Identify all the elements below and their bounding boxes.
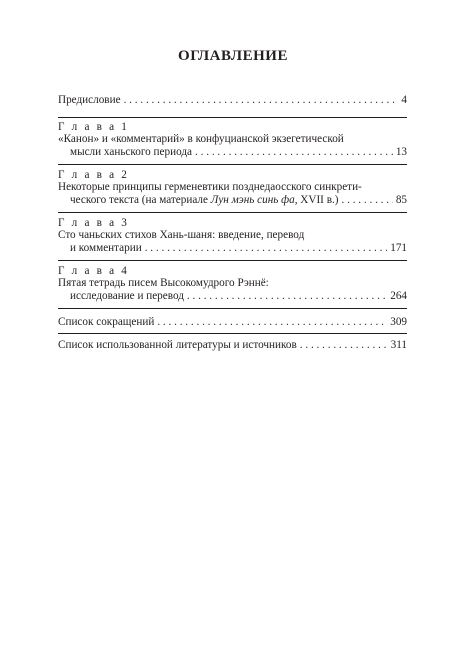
entry-page-number: 85 bbox=[395, 194, 407, 206]
entry-page-number: 171 bbox=[390, 242, 407, 254]
chapter-4-title-line-1[interactable]: Пятая тетрадь писем Высокомудрого Рэннё: bbox=[58, 277, 269, 289]
divider bbox=[58, 117, 407, 118]
toc-entry-chapter-2[interactable] bbox=[70, 194, 407, 207]
entry-page-number: 4 bbox=[401, 94, 407, 106]
entry-label: исследование и перевод bbox=[70, 290, 184, 302]
leader-dots bbox=[157, 316, 387, 329]
divider bbox=[58, 164, 407, 165]
entry-label: мысли ханьского периода bbox=[70, 146, 193, 158]
toc-entry-literature[interactable] bbox=[58, 339, 407, 352]
entry-label bbox=[70, 194, 339, 207]
leader-dots bbox=[187, 290, 387, 303]
divider bbox=[58, 212, 407, 213]
toc-entry-abbreviations[interactable] bbox=[58, 316, 407, 329]
divider bbox=[58, 333, 407, 334]
entry-label-part: ческого текста (на материале bbox=[70, 194, 211, 206]
page-title: ОГЛАВЛЕНИЕ bbox=[178, 48, 288, 64]
entry-label-italic: Лун мэнь синь фа bbox=[210, 194, 295, 206]
entry-page-number: 264 bbox=[390, 290, 407, 302]
entry-label: Предисловие bbox=[58, 94, 121, 106]
entry-label-part: , XVII в.) bbox=[294, 194, 339, 206]
chapter-1-title-line-1[interactable]: «Канон» и «комментарий» в конфуцианской экзегетической bbox=[58, 133, 344, 145]
entry-label: и комментарии bbox=[70, 242, 142, 254]
entry-label: Список использованной литературы и источников bbox=[58, 339, 297, 351]
chapter-1-heading: Г л а в а 1 bbox=[58, 121, 130, 133]
leader-dots bbox=[195, 146, 393, 159]
toc-entry-chapter-4[interactable] bbox=[70, 290, 407, 303]
entry-page-number: 309 bbox=[390, 316, 407, 328]
entry-page-number: 311 bbox=[390, 339, 407, 351]
toc-entry-chapter-1[interactable] bbox=[70, 146, 407, 159]
toc-entry-chapter-3[interactable] bbox=[70, 242, 407, 255]
chapter-3-heading: Г л а в а 3 bbox=[58, 217, 130, 229]
chapter-3-title-line-1[interactable]: Сто чаньских стихов Хань-шаня: введение, перевод bbox=[58, 229, 305, 241]
divider bbox=[58, 308, 407, 309]
divider bbox=[58, 260, 407, 261]
chapter-2-heading: Г л а в а 2 bbox=[58, 169, 130, 181]
toc-entry-preface[interactable] bbox=[58, 94, 407, 107]
leader-dots bbox=[342, 194, 393, 207]
entry-label: Список сокращений bbox=[58, 316, 155, 328]
chapter-2-title-line-1[interactable]: Некоторые принципы герменевтики позднедаосского синкрети- bbox=[58, 181, 362, 193]
leader-dots bbox=[145, 242, 388, 255]
entry-page-number: 13 bbox=[395, 146, 407, 158]
leader-dots bbox=[124, 94, 399, 107]
leader-dots bbox=[300, 339, 388, 352]
chapter-4-heading: Г л а в а 4 bbox=[58, 265, 130, 277]
